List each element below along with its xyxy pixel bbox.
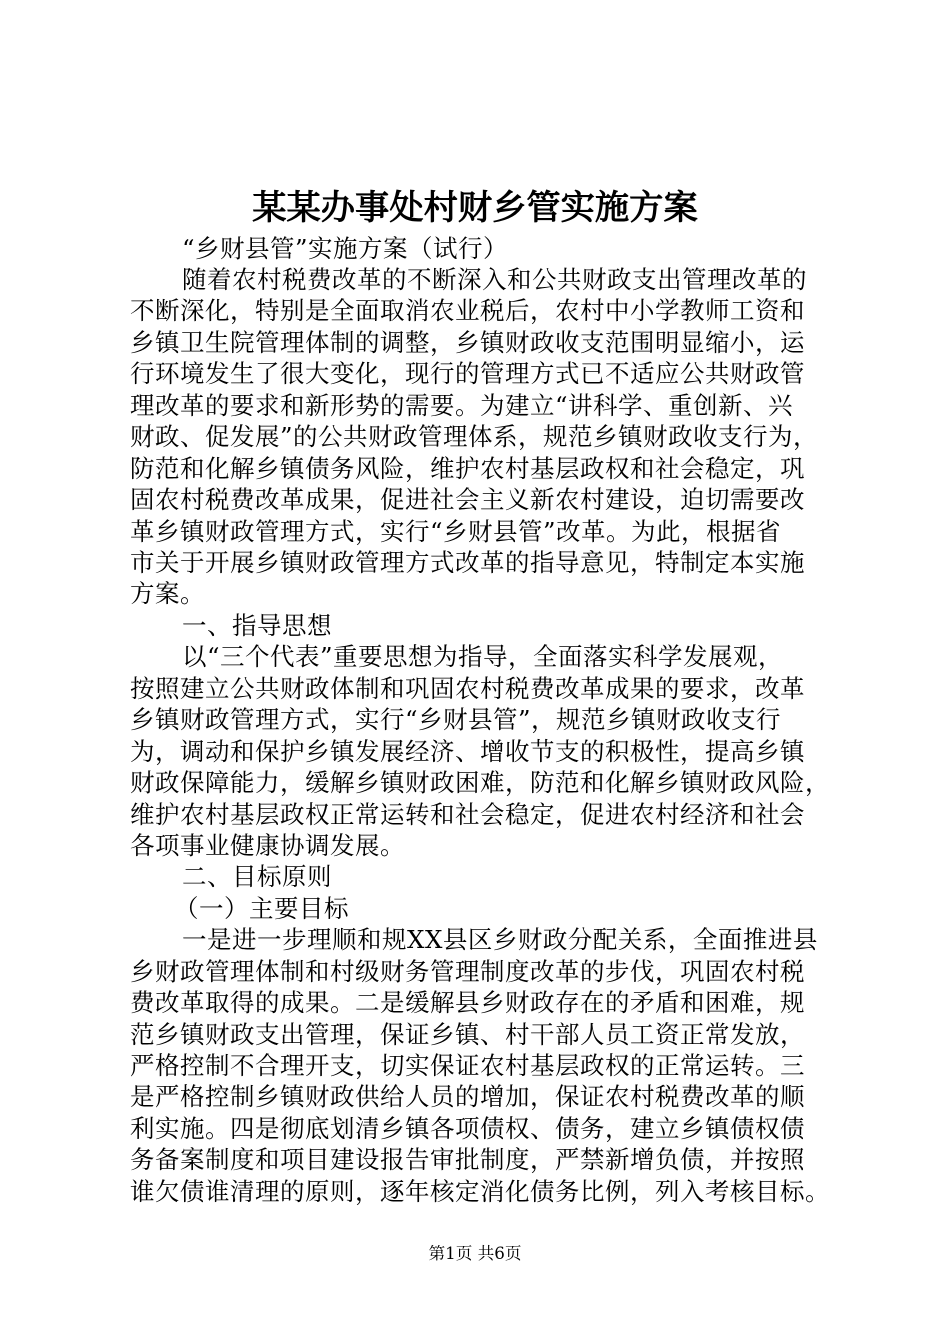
paragraph-line: 财政、促发展”的公共财政管理体系，规范乡镇财政收支行为， [130,422,819,451]
paragraph-line: 费改革取得的成果。二是缓解县乡财政存在的矛盾和困难，规 [130,988,805,1017]
paragraph-line: 乡镇卫生院管理体制的调整，乡镇财政收支范围明显缩小，运 [130,328,805,357]
page-footer: 第1页 共6页 [428,1244,522,1263]
paragraph-line: 市关于开展乡镇财政管理方式改革的指导意见，特制定本实施 [130,548,805,577]
section-heading: 二、目标原则 [182,862,332,891]
subsection-heading: （一）主要目标 [174,894,349,923]
paragraph-line: 固农村税费改革成果，促进社会主义新农村建设，迫切需要改 [130,485,805,514]
paragraph-line: 理改革的要求和新形势的需要。为建立“讲科学、重创新、兴 [130,391,794,420]
paragraph-line: 维护农村基层政权正常运转和社会稳定，促进农村经济和社会 [130,800,805,829]
section-heading: 一、指导思想 [182,611,332,640]
paragraph-line: 财政保障能力，缓解乡镇财政困难，防范和化解乡镇财政风险， [130,768,830,797]
paragraph-line: 务备案制度和项目建设报告审批制度，严禁新增负债，并按照 [130,1145,805,1174]
document-title: 某某办事处村财乡管实施方案 [252,188,698,228]
paragraph-line: 方案。 [130,579,205,608]
paragraph-line: 为，调动和保护乡镇发展经济、增收节支的积极性，提高乡镇 [130,737,805,766]
paragraph-line: 乡镇财政管理方式，实行“乡财县管”，规范乡镇财政收支行 [130,705,782,734]
paragraph-line: 一是进一步理顺和规XX县区乡财政分配关系，全面推进县 [182,925,818,954]
paragraph-line: 革乡镇财政管理方式，实行“乡财县管”改革。为此，根据省 [130,517,782,546]
paragraph-line: 各项事业健康协调发展。 [130,831,405,860]
paragraph-line: 以“三个代表”重要思想为指导，全面落实科学发展观， [182,642,784,671]
paragraph-line: 按照建立公共财政体制和巩固农村税费改革成果的要求，改革 [130,674,805,703]
paragraph-line: 严格控制不合理开支，切实保证农村基层政权的正常运转。三 [130,1051,805,1080]
paragraph-line: 谁欠债谁清理的原则，逐年核定消化债务比例，列入考核目标。 [130,1177,830,1206]
paragraph-line: 范乡镇财政支出管理，保证乡镇、村干部人员工资正常发放， [130,1020,805,1049]
paragraph-line: 是严格控制乡镇财政供给人员的增加，保证农村税费改革的顺 [130,1082,805,1111]
paragraph-line: 防范和化解乡镇债务风险，维护农村基层政权和社会稳定，巩 [130,454,805,483]
paragraph-line: 利实施。四是彻底划清乡镇各项债权、债务，建立乡镇债权债 [130,1114,805,1143]
paragraph-line: 随着农村税费改革的不断深入和公共财政支出管理改革的 [182,265,807,294]
subtitle-line: “乡财县管”实施方案（试行） [182,234,509,263]
paragraph-line: 行环境发生了很大变化，现行的管理方式已不适应公共财政管 [130,359,805,388]
paragraph-line: 乡财政管理体制和村级财务管理制度改革的步伐，巩固农村税 [130,957,805,986]
paragraph-line: 不断深化，特别是全面取消农业税后，农村中小学教师工资和 [130,296,805,325]
